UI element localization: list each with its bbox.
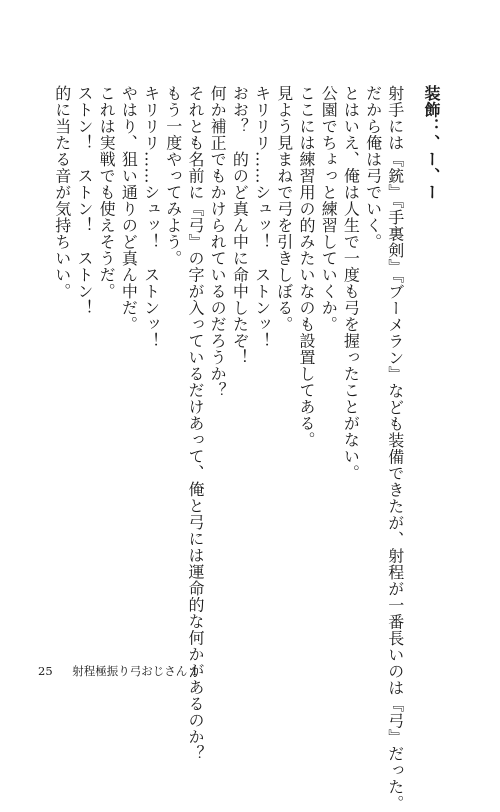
text-line: ここには練習用の的みたいなのも設置してある。 <box>296 85 316 448</box>
text-line: やはり、狙い通りのど真ん中だ。 <box>119 85 139 333</box>
text-line: これは実戦でも使えそうだ。 <box>97 85 117 300</box>
text-line: 公園でちょっと練習していくか。 <box>319 85 339 333</box>
page-footer <box>38 663 198 679</box>
text-line: もう一度やってみよう。 <box>163 85 183 267</box>
text-line: キリリリ……シュッ！ ストンッ！ <box>141 85 161 349</box>
text-line: 見よう見まねで弓を引きしぼる。 <box>274 85 294 333</box>
page-number: 25 <box>38 664 53 678</box>
text-line: 的に当たる音が気持ちいい。 <box>52 85 72 300</box>
text-line: それとも名前に『弓』の字が入っているだけあって、俺と弓には運命的な何かがあるのか？ <box>185 85 205 762</box>
text-line: とはいえ、俺は人生で一度も弓を握ったことがない。 <box>341 85 361 481</box>
text-line: おお？ 的のど真ん中に命中したぞ！ <box>230 85 250 366</box>
text-line: ストン！ ストン！ ストン！ <box>74 85 94 316</box>
text-line: キリリリ……シュッ！ ストンッ！ <box>252 85 272 349</box>
text-line: だから俺は弓でいく。 <box>363 85 383 250</box>
book-title: 射程極振り弓おじさん 1 <box>72 664 199 678</box>
equipment-heading: 装飾：、ー、ー <box>422 85 441 201</box>
text-line: 射手には『銃』『手裏剣』『ブーメラン』なども装備できたが、射程が一番長いのは『弓』だった。 <box>385 85 405 812</box>
text-line: 何か補正でもかけられているのだろうか？ <box>208 85 228 399</box>
